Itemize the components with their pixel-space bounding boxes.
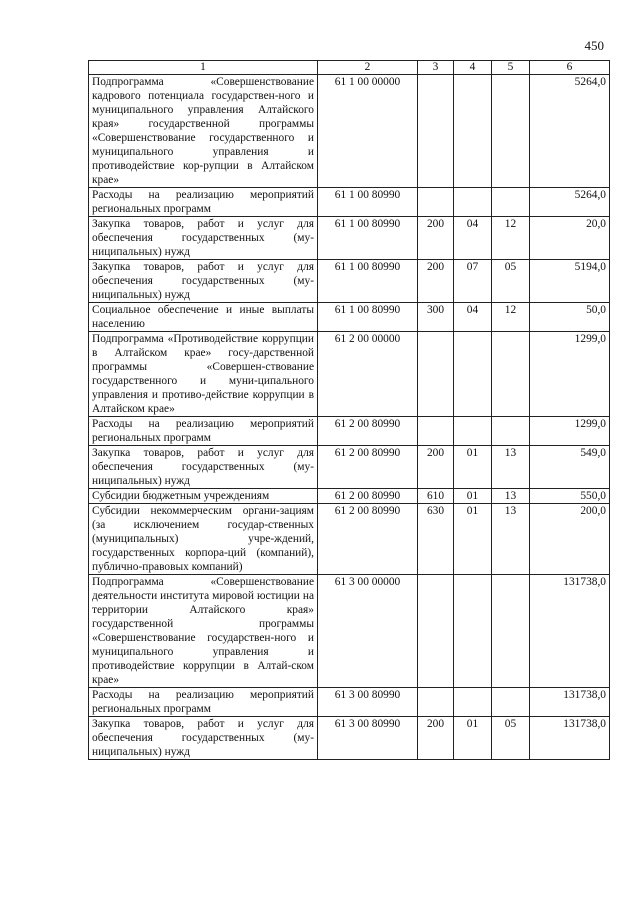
row-expense-type: [418, 332, 454, 417]
row-subsection: 12: [492, 217, 530, 260]
row-section: 04: [454, 303, 492, 332]
row-code: 61 3 00 00000: [318, 575, 418, 688]
row-section: 01: [454, 446, 492, 489]
row-expense-type: 610: [418, 489, 454, 504]
row-amount: 20,0: [530, 217, 610, 260]
table-row: [89, 188, 610, 217]
row-expense-type: 200: [418, 217, 454, 260]
row-amount: 50,0: [530, 303, 610, 332]
row-code: 61 3 00 80990: [318, 688, 418, 717]
table-row: [89, 217, 610, 260]
row-expense-type: 200: [418, 260, 454, 303]
row-amount: 550,0: [530, 489, 610, 504]
row-section: [454, 688, 492, 717]
row-section: 07: [454, 260, 492, 303]
row-amount: 1299,0: [530, 417, 610, 446]
row-name: Закупка товаров, работ и услуг для обеспечения государственных (му-ниципальных) нужд: [89, 717, 318, 760]
row-amount: 5264,0: [530, 188, 610, 217]
row-section: [454, 188, 492, 217]
row-expense-type: 300: [418, 303, 454, 332]
row-expense-type: 200: [418, 717, 454, 760]
row-code: 61 2 00 00000: [318, 332, 418, 417]
row-subsection: 13: [492, 489, 530, 504]
budget-table: [88, 60, 610, 760]
row-amount: 5194,0: [530, 260, 610, 303]
row-name: Расходы на реализацию мероприятий региональных программ: [89, 688, 318, 717]
row-section: [454, 417, 492, 446]
row-code: 61 1 00 00000: [318, 75, 418, 188]
row-amount: 131738,0: [530, 717, 610, 760]
table-row: [89, 575, 610, 688]
row-amount: 200,0: [530, 504, 610, 575]
table-row: [89, 717, 610, 760]
row-name: Субсидии некоммерческим органи-зациям (за исключением государ-ственных (муниципальных) учре-ждений, государственных корпора-ций (компаний), публично-правовых компаний): [89, 504, 318, 575]
row-section: 01: [454, 504, 492, 575]
row-code: 61 1 00 80990: [318, 260, 418, 303]
row-name: Социальное обеспечение и иные выплаты населению: [89, 303, 318, 332]
row-section: [454, 575, 492, 688]
table-row: [89, 504, 610, 575]
row-amount: 549,0: [530, 446, 610, 489]
row-subsection: [492, 332, 530, 417]
row-subsection: [492, 688, 530, 717]
row-code: 61 3 00 80990: [318, 717, 418, 760]
row-subsection: [492, 417, 530, 446]
row-subsection: 05: [492, 260, 530, 303]
row-subsection: [492, 188, 530, 217]
row-code: 61 2 00 80990: [318, 417, 418, 446]
row-section: [454, 75, 492, 188]
column-header: 1: [89, 61, 318, 75]
row-code: 61 1 00 80990: [318, 188, 418, 217]
row-expense-type: [418, 188, 454, 217]
row-name: Подпрограмма «Совершенствование деятельности института мировой юстиции на территории Алтайского края» государственной программы «Совершенствование государствен-ного и муниципального управления и противодействие коррупции в Алтай-ском крае»: [89, 575, 318, 688]
row-code: 61 1 00 80990: [318, 303, 418, 332]
row-subsection: 05: [492, 717, 530, 760]
column-header: 6: [530, 61, 610, 75]
table-row: [89, 303, 610, 332]
table-row: [89, 446, 610, 489]
header-row: [89, 61, 610, 75]
row-name: Закупка товаров, работ и услуг для обеспечения государственных (му-ниципальных) нужд: [89, 217, 318, 260]
row-section: 01: [454, 489, 492, 504]
row-subsection: 13: [492, 446, 530, 489]
row-name: Подпрограмма «Совершенствование кадрового потенциала государствен-ного и муниципального управления Алтайского края» государственной программы «Совершенствование государственного и муниципального управления и противодействие кор-рупции в Алтайском крае»: [89, 75, 318, 188]
row-section: 04: [454, 217, 492, 260]
row-expense-type: 200: [418, 446, 454, 489]
row-subsection: 12: [492, 303, 530, 332]
column-header: 4: [454, 61, 492, 75]
table-row: [89, 75, 610, 188]
row-code: 61 2 00 80990: [318, 504, 418, 575]
row-amount: 131738,0: [530, 688, 610, 717]
row-subsection: 13: [492, 504, 530, 575]
table-row: [89, 332, 610, 417]
row-section: [454, 332, 492, 417]
row-name: Закупка товаров, работ и услуг для обеспечения государственных (му-ниципальных) нужд: [89, 446, 318, 489]
row-section: 01: [454, 717, 492, 760]
row-name: Расходы на реализацию мероприятий региональных программ: [89, 417, 318, 446]
row-subsection: [492, 575, 530, 688]
table-row: [89, 489, 610, 504]
row-code: 61 2 00 80990: [318, 446, 418, 489]
column-header: 3: [418, 61, 454, 75]
row-expense-type: [418, 417, 454, 446]
row-name: Закупка товаров, работ и услуг для обеспечения государственных (му-ниципальных) нужд: [89, 260, 318, 303]
row-amount: 5264,0: [530, 75, 610, 188]
row-expense-type: [418, 75, 454, 188]
row-expense-type: [418, 688, 454, 717]
row-expense-type: [418, 575, 454, 688]
row-amount: 131738,0: [530, 575, 610, 688]
column-header: 5: [492, 61, 530, 75]
row-code: 61 1 00 80990: [318, 217, 418, 260]
row-name: Расходы на реализацию мероприятий региональных программ: [89, 188, 318, 217]
page-number: 450: [584, 38, 604, 53]
row-amount: 1299,0: [530, 332, 610, 417]
table-row: [89, 688, 610, 717]
row-code: 61 2 00 80990: [318, 489, 418, 504]
table-row: [89, 417, 610, 446]
row-name: Субсидии бюджетным учреждениям: [89, 489, 318, 504]
row-subsection: [492, 75, 530, 188]
column-header: 2: [318, 61, 418, 75]
row-expense-type: 630: [418, 504, 454, 575]
row-name: Подпрограмма «Противодействие коррупции в Алтайском крае» госу-дарственной программы «Совершен-ствование государственного и муни-ципального управления и противо-действие коррупции в Алтайском крае»: [89, 332, 318, 417]
table-row: [89, 260, 610, 303]
